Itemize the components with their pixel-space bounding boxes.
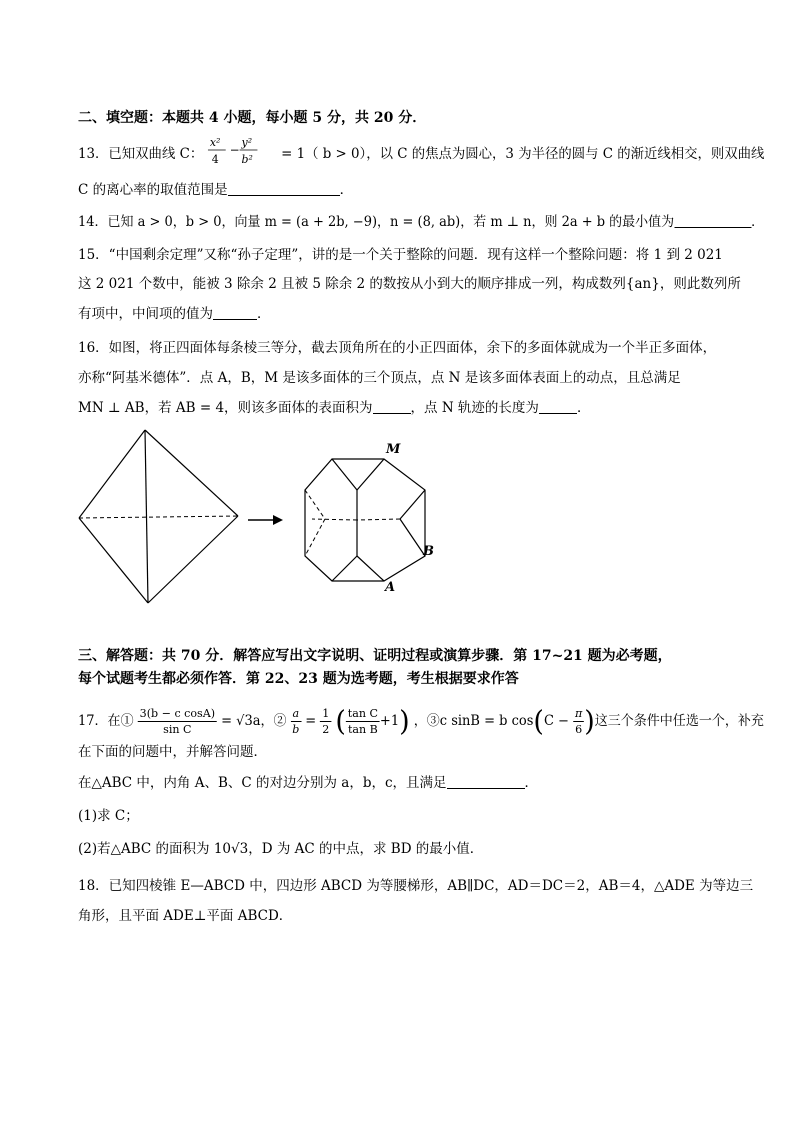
condition-2-left-paren: ( xyxy=(335,704,346,738)
question-13-line-2 xyxy=(78,180,353,200)
tetrahedron-drawing xyxy=(79,430,238,603)
question-15-line-1: 15．“中国剩余定理”又称“孙子定理”，讲的是一个关于整除的问题．现有这样一个整除问题：将 1 到 2 021 xyxy=(78,247,723,263)
q13-text: C 的离心率的取值范围是 xyxy=(78,182,228,198)
question-17-line-2: 在下面的问题中，并解答问题． xyxy=(78,744,267,760)
q16-answer-blank-1 xyxy=(373,399,411,414)
question-17-part-2: (2)若△ABC 的面积为 10√3，D 为 AC 的中点，求 BD 的最小值． xyxy=(78,841,484,857)
condition-2-half-numerator: 1 xyxy=(322,706,330,720)
condition-3-left-paren: ( xyxy=(533,704,544,738)
question-14 xyxy=(78,212,764,232)
arrow xyxy=(248,515,283,525)
condition-3-pi: π xyxy=(575,706,583,720)
condition-3-suffix: 这三个条件中任选一个，补充 xyxy=(594,713,764,729)
vertex-label-m: M xyxy=(386,442,401,457)
archimedean-solid-drawing xyxy=(305,459,425,581)
q14-answer-blank xyxy=(674,213,751,228)
condition-2-a-over-b xyxy=(291,706,301,737)
svg-text:4: 4 xyxy=(211,152,219,166)
condition-3-pi-fraction xyxy=(573,706,584,737)
question-16-line-2: 亦称“阿基米德体”．点 A，B，M 是该多面体的三个顶点，点 N 是该多面体表面上的动点，且总满足 xyxy=(78,370,681,386)
question-17-line-3 xyxy=(78,773,538,793)
condition-2-plus-one: +1 xyxy=(379,713,400,729)
question-16-line-1: 16．如图，将正四面体每条棱三等分，截去顶角所在的小正四面体，余下的多面体就成为一个半正多面体， xyxy=(78,340,717,356)
condition-2-half xyxy=(320,706,331,737)
condition-1-rhs: = √3a，② xyxy=(221,713,287,729)
q13-prefix: 13．已知双曲线 C： xyxy=(78,146,204,162)
q17-prefix: 17．在① xyxy=(78,713,134,729)
condition-3-prefix: ，③c sinB = b cos xyxy=(413,713,534,729)
condition-1-numerator: 3(b − c cosA) xyxy=(139,706,216,720)
section-2-header: 二、填空题：本题共 4 小题，每小题 5 分，共 20 分． xyxy=(78,110,427,126)
q13-answer-blank xyxy=(228,181,340,196)
condition-2-right-paren: ) xyxy=(399,704,410,738)
question-18-line-2: 角形，且平面 ADE⊥平面 ABCD． xyxy=(78,908,293,924)
hyperbola-equation-graphic xyxy=(207,135,276,169)
question-15-line-3 xyxy=(78,304,271,324)
section-3-header-line-1: 三、解答题：共 70 分．解答应写出文字说明、证明过程或演算步骤．第 17~21 题为必考题， xyxy=(78,648,672,664)
q15-end: ． xyxy=(257,306,271,322)
question-18-line-1: 18．已知四棱锥 E—ABCD 中，四边形 ABCD 为等腰梯形，AB∥DC，AD＝DC＝2，AB＝4，△ADE 为等边三 xyxy=(78,878,754,894)
q13-end: ． xyxy=(339,182,354,198)
condition-3-inner: C − xyxy=(543,713,569,729)
section-3-header-line-2: 每个试题考生都必须作答．第 22、23 题为选考题，考生根据要求作答 xyxy=(78,671,519,687)
question-15-line-2: 这 2 021 个数中，能被 3 除余 2 且被 5 除余 2 的数按从小到大的顺序排成一列，构成数列{an}，则此数列所 xyxy=(78,276,741,292)
q16-text-a: MN ⊥ AB，若 AB = 4，则该多面体的表面积为 xyxy=(78,400,373,416)
condition-2-equals: = xyxy=(305,713,317,729)
condition-2-tan-fraction xyxy=(346,706,380,737)
question-16-line-3 xyxy=(78,398,590,418)
q17-end: ． xyxy=(524,775,539,791)
q16-end: ． xyxy=(576,400,591,416)
condition-3-six: 6 xyxy=(575,722,583,736)
condition-2-tan-numerator: tan C xyxy=(347,706,378,720)
q16-answer-blank-2 xyxy=(539,399,577,414)
q17-text: 在△ABC 中，内角 A、B、C 的对边分别为 a，b，c，且满足 xyxy=(78,775,447,791)
condition-2-numerator-a: a xyxy=(292,706,300,720)
q14-text: 14．已知 a > 0，b > 0，向量 m = (a + 2b, −9)，n = (8, ab)，若 m ⊥ n，则 2a + b 的最小值为 xyxy=(78,214,675,230)
q13-condition: = 1（ b > 0），以 C 的焦点为圆心，3 为半径的圆与 C 的渐近线相交，则双曲线 xyxy=(281,146,765,162)
q17-answer-blank xyxy=(447,774,525,789)
svg-text:−: − xyxy=(229,142,240,157)
condition-3-right-paren: ) xyxy=(584,704,595,738)
condition-2-tan-denominator: tan B xyxy=(347,722,378,736)
vertex-label-a: A xyxy=(385,580,396,595)
condition-2-half-denominator: 2 xyxy=(322,722,330,736)
svg-text:y²: y² xyxy=(241,135,252,149)
question-17-part-1: (1)求 C； xyxy=(78,808,139,824)
condition-1-fraction xyxy=(138,706,217,737)
question-13-line-1 xyxy=(78,135,765,166)
svg-text:b²: b² xyxy=(241,152,253,166)
svg-text:x²: x² xyxy=(209,135,220,149)
q16-text-b: ，点 N 轨迹的长度为 xyxy=(410,400,539,416)
q14-end: ． xyxy=(751,214,765,230)
q15-answer-blank xyxy=(213,305,257,320)
condition-1-denominator: sin C xyxy=(163,722,192,736)
q15-text: 有项中，中间项的值为 xyxy=(78,306,213,322)
vertex-label-b: B xyxy=(423,544,434,559)
question-17-line-1 xyxy=(78,704,764,738)
hyperbola-equation xyxy=(207,135,276,166)
condition-2-denominator-b: b xyxy=(292,722,300,736)
